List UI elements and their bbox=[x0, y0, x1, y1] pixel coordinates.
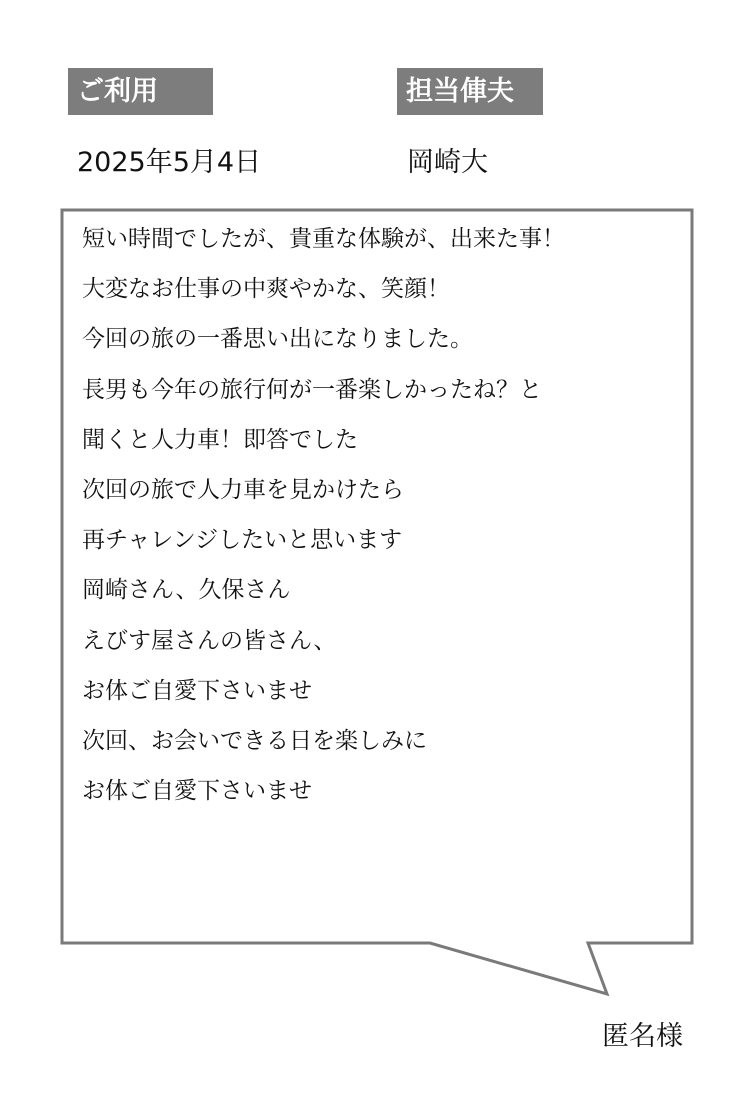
message-line: お体ご自愛下さいませ bbox=[82, 677, 312, 704]
message-line: 聞くと人力車！即答でした bbox=[82, 426, 358, 453]
usage-date-label: ご利用 bbox=[68, 68, 213, 115]
message-line: 次回、お会いできる日を楽しみに bbox=[82, 727, 427, 754]
message-line: 岡崎さん、久保さん bbox=[82, 577, 291, 604]
message-line: 再チャレンジしたいと思います bbox=[82, 527, 403, 554]
staff-label: 担当俥夫 bbox=[397, 68, 543, 115]
message-line: えびす屋さんの皆さん、 bbox=[82, 627, 337, 654]
message-line: 長男も今年の旅行何が一番楽しかったね？と bbox=[82, 376, 542, 403]
usage-date-value: 2025年5月4日 bbox=[77, 147, 262, 178]
staff-name-value: 岡崎大 bbox=[407, 147, 488, 178]
message-line: 短い時間でしたが、貴重な体験が、出来た事！ bbox=[82, 226, 565, 252]
message-line: 次回の旅で人力車を見かけたら bbox=[82, 476, 404, 503]
message-line: お体ご自愛下さいませ bbox=[82, 778, 312, 805]
signature: 匿名様 bbox=[602, 1021, 683, 1052]
message-body bbox=[82, 217, 682, 819]
message-line: 大変なお仕事の中爽やかな、笑顔！ bbox=[82, 276, 450, 303]
message-line: 今回の旅の一番思い出になりました。 bbox=[82, 326, 473, 353]
